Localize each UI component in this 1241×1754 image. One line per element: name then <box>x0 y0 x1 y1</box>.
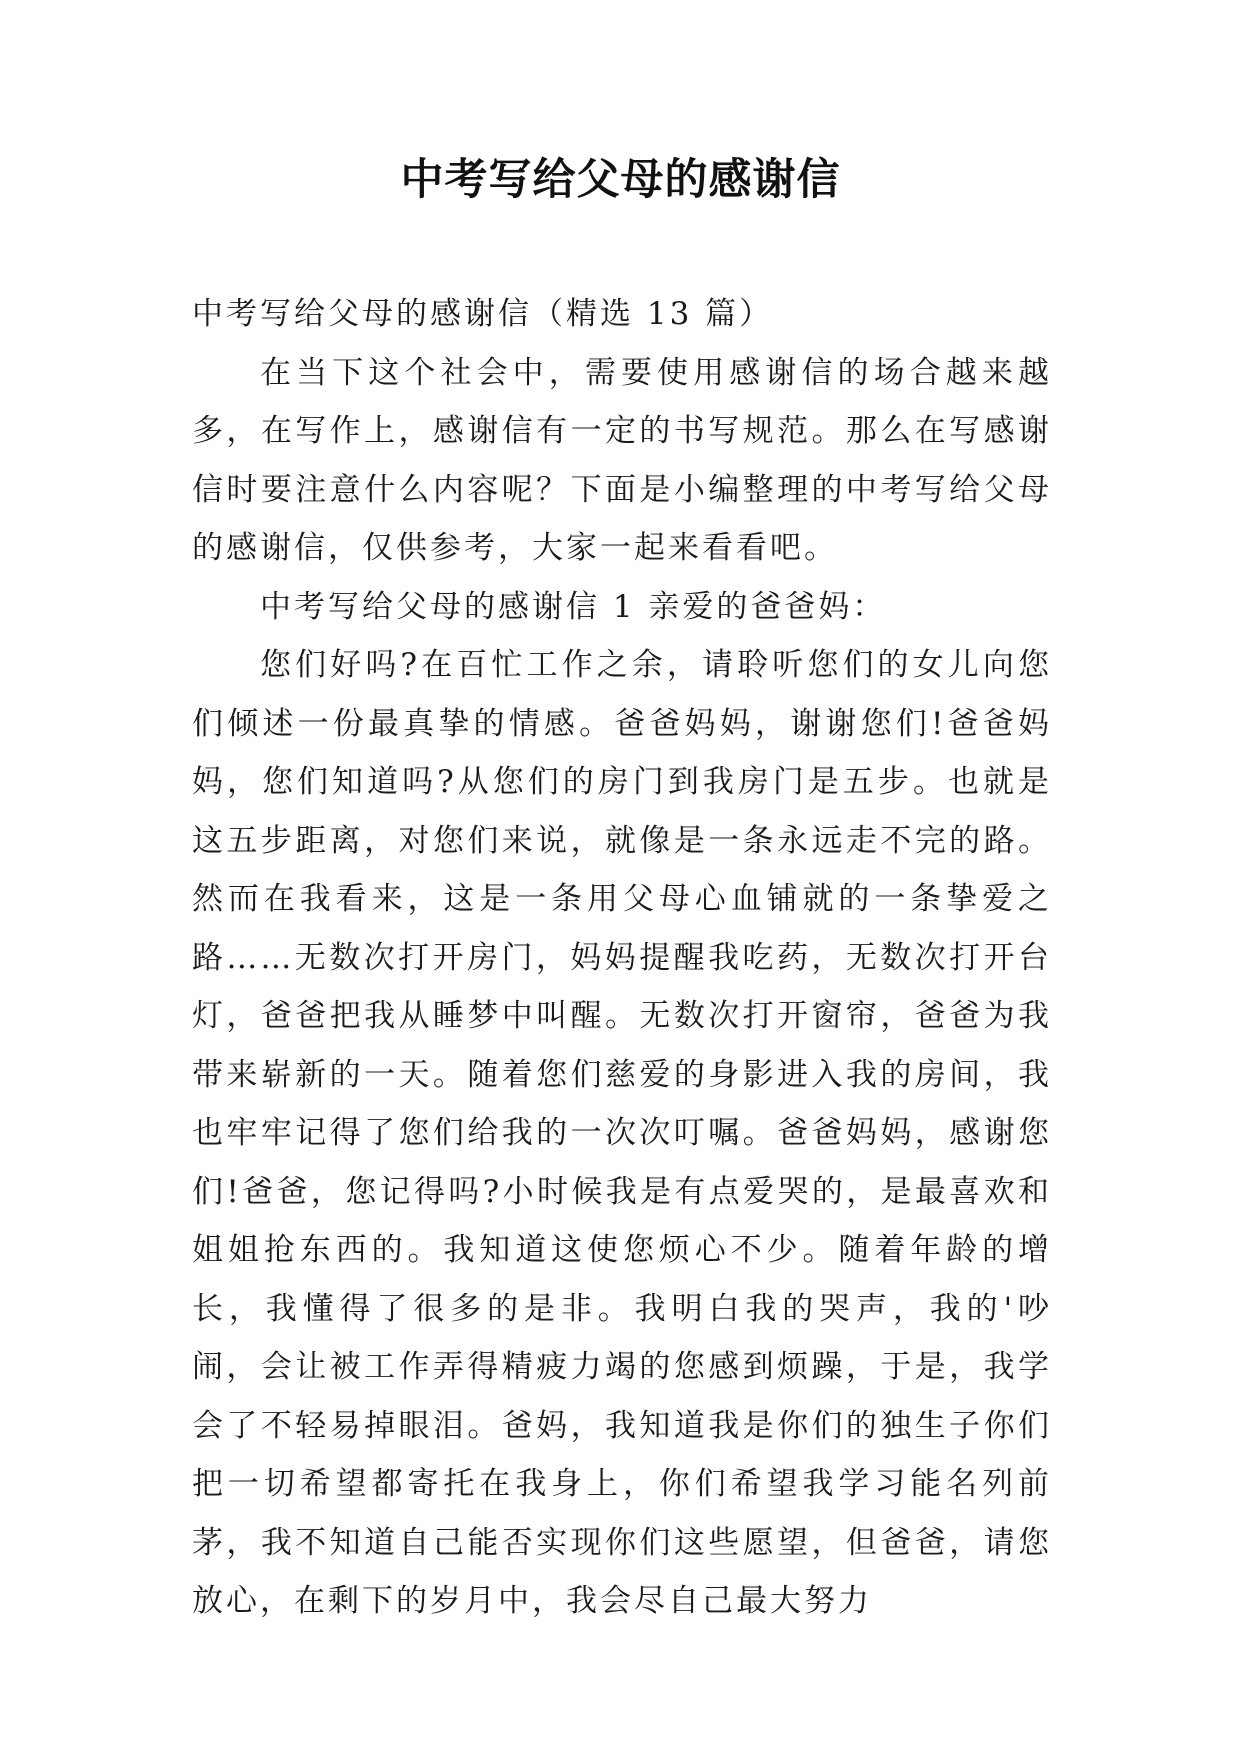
intro-paragraph: 在当下这个社会中，需要使用感谢信的场合越来越多，在写作上，感谢信有一定的书写规范。那么在写感谢信时要注意什么内容呢？下面是小编整理的中考写给父母的感谢信，仅供参考，大家一起来看看吧。 <box>192 354 1052 566</box>
document-title: 中考写给父母的感谢信 <box>400 155 841 205</box>
letter-body-paragraph: 您们好吗?在百忙工作之余，请聆听您们的女儿向您们倾述一份最真挚的情感。爸爸妈妈，谢谢您们!爸爸妈妈，您们知道吗?从您们的房门到我房门是五步。也就是这五步距离，对您们来说，就像是一条永远走不完的路。然而在我看来，这是一条用父母心血铺就的一条挚爱之路……无数次打开房门，妈妈提醒我吃药，无数次打开台灯，爸爸把我从睡梦中叫醒。无数次打开窗帘，爸爸为我带来崭新的一天。随着您们慈爱的身影进入我的房间，我也牢牢记得了您们给我的一次次叮嘱。爸爸妈妈，感谢您们!爸爸，您记得吗?小时候我是有点爱哭的，是最喜欢和姐姐抢东西的。我知道这使您烦心不少。随着年龄的增长，我懂得了很多的是非。我明白我的哭声，我的'吵闹，会让被工作弄得精疲力竭的您感到烦躁，于是，我学会了不轻易掉眼泪。爸妈，我知道我是你们的独生子你们把一切希望都寄托在我身上，你们希望我学习能名列前茅，我不知道自己能否实现你们这些愿望，但爸爸，请您放心，在剩下的岁月中，我会尽自己最大努力 <box>192 647 1052 1619</box>
letter-heading: 中考写给父母的感谢信 1 亲爱的爸爸妈： <box>260 588 887 625</box>
document-body <box>192 285 1052 1631</box>
document-subtitle: 中考写给父母的感谢信（精选 13 篇） <box>192 296 774 332</box>
